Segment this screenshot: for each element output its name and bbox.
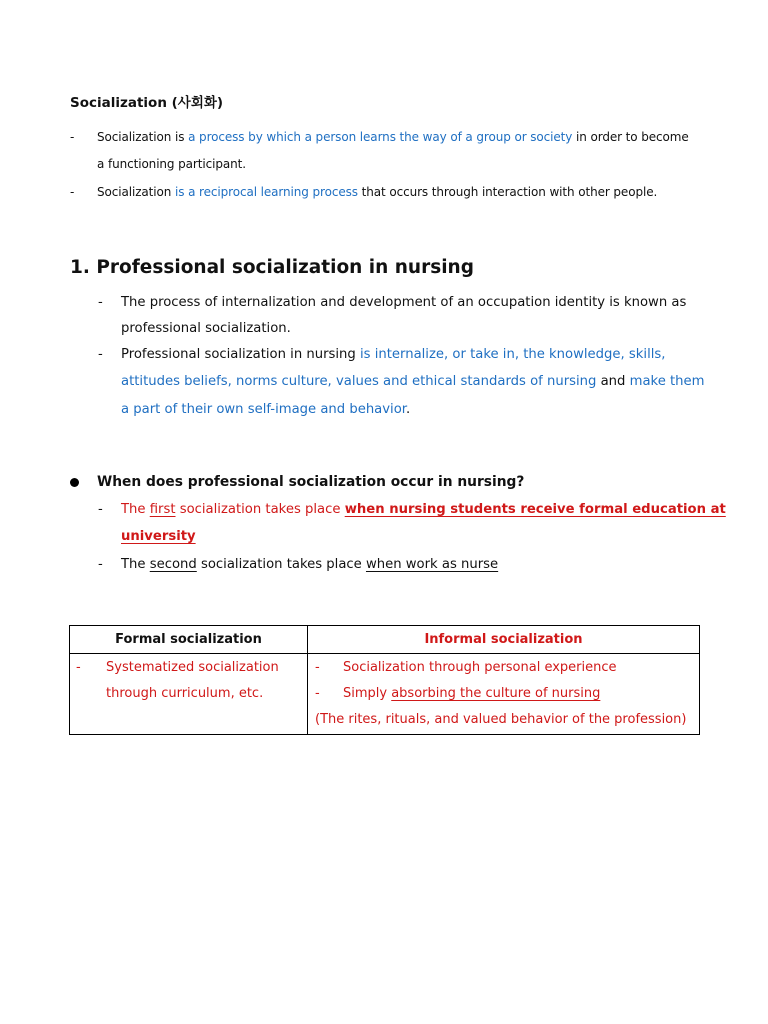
list-dash: - <box>70 130 75 144</box>
section1-item-2-hl3: make them <box>629 374 705 389</box>
when-item-2-t1: The <box>121 557 150 572</box>
formal-line1: Systematized socialization <box>106 660 279 675</box>
informal-header: Informal socialization <box>308 626 700 654</box>
when-question: When does professional socialization occur in nursing? <box>97 474 525 490</box>
section1-item-1-line1: The process of internalization and development of an occupation identity is known as <box>121 295 687 310</box>
formal-header: Formal socialization <box>70 626 308 654</box>
when-item-1-t1: The <box>121 502 150 517</box>
when-item-1-line1 <box>121 502 726 517</box>
when-item-2 <box>121 557 498 572</box>
list-dash: - <box>98 557 103 572</box>
table-header-row <box>70 626 700 654</box>
table-row <box>70 654 700 735</box>
section1-item-1-line2: professional socialization. <box>121 321 291 336</box>
intro-item-1-pre: Socialization is <box>97 130 189 144</box>
intro-item-2-pre: Socialization <box>97 185 175 199</box>
intro-item-1-cont: a functioning participant. <box>97 157 246 171</box>
formal-line2: through curriculum, etc. <box>106 686 264 701</box>
when-item-2-t3: socialization takes place <box>196 557 366 572</box>
socialization-title: Socialization (사회화) <box>70 95 224 111</box>
section1-item-2-line2 <box>121 374 704 389</box>
intro-item-2 <box>97 185 657 199</box>
informal-line3: (The rites, rituals, and valued behavior of the profession) <box>315 712 687 727</box>
section1-item-2-hl4: a part of their own self-image and behavior <box>121 402 407 417</box>
bullet-icon <box>70 478 79 487</box>
list-dash: - <box>98 502 103 517</box>
when-item-1-t4: when nursing students receive formal education at <box>344 502 726 517</box>
section1-item-2-line1 <box>121 347 665 362</box>
section1-item-2-mid: and <box>596 374 630 389</box>
informal-cell <box>308 654 700 735</box>
section1-item-2-end: . <box>406 402 411 417</box>
section1-item-2-hl2: attitudes beliefs, norms culture, values and ethical standards of nursing <box>121 374 597 389</box>
list-dash: - <box>70 185 75 199</box>
socialization-table <box>69 625 700 735</box>
intro-item-1-highlight: a process by which a person learns the way of a group or society <box>188 130 573 144</box>
section1-item-2-line3 <box>121 402 410 417</box>
when-item-2-second: second <box>149 557 197 572</box>
informal-line1: Socialization through personal experience <box>343 660 617 675</box>
informal-dash-1: - <box>315 660 320 675</box>
informal-line2-underlined: absorbing the culture of nursing <box>391 686 601 701</box>
intro-item-2-post: that occurs through interaction with other people. <box>357 185 658 199</box>
intro-item-2-highlight: is a reciprocal learning process <box>174 185 358 199</box>
when-item-2-t4: when work as nurse <box>365 557 499 572</box>
intro-item-1 <box>97 130 689 144</box>
when-item-1-first: first <box>149 502 176 517</box>
section1-item-2-hl1: is internalize, or take in, the knowledge, skills, <box>359 347 666 362</box>
section1-item-2-pre: Professional socialization in nursing <box>121 347 360 362</box>
when-item-1-line2 <box>121 529 196 544</box>
section-heading: 1. Professional socialization in nursing <box>70 257 474 278</box>
informal-line2-pre: Simply <box>343 686 392 701</box>
list-dash: - <box>98 295 103 310</box>
intro-item-1-post: in order to become <box>572 130 689 144</box>
informal-line2 <box>343 686 600 701</box>
when-item-1-t3: socialization takes place <box>175 502 345 517</box>
list-dash: - <box>98 347 103 362</box>
when-item-1-t5: university <box>121 529 196 544</box>
formal-dash: - <box>76 660 81 675</box>
informal-dash-2: - <box>315 686 320 701</box>
formal-cell <box>70 654 308 735</box>
